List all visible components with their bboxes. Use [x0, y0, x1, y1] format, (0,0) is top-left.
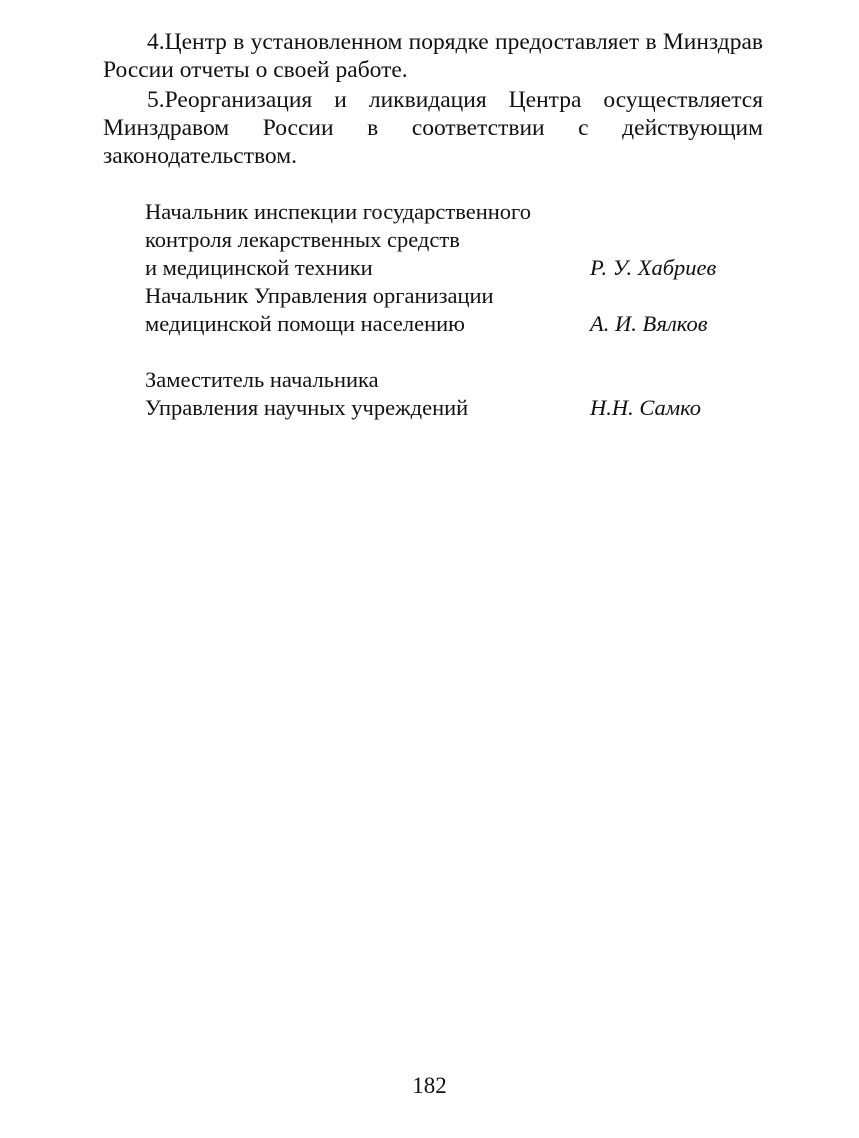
signature-name: А. И. Вялков: [590, 311, 708, 336]
signature-title-line: контроля лекарственных средств: [145, 227, 460, 252]
signature-title-line: Заместитель начальника: [145, 367, 379, 392]
paragraph-reports: 4.Центр в установленном порядке предоставляет в Минздрав России отчеты о своей работе.: [103, 29, 763, 83]
signature-title-line: Начальник инспекции государственного: [145, 199, 531, 224]
signature-title-line: Начальник Управления организации: [145, 283, 494, 308]
page-number: 182: [412, 1073, 447, 1098]
signature-title-line: медицинской помощи населению: [145, 311, 465, 336]
signature-title-line: и медицинской техники: [145, 255, 373, 280]
paragraph-reorganization: 5.Реорганизация и ликвидация Центра осуществляется Минздравом России в соответствии с действующим законодательством.: [103, 87, 763, 169]
signature-name: Н.Н. Самко: [590, 395, 702, 420]
signature-title-line: Управления научных учреждений: [145, 395, 469, 420]
signature-name: Р. У. Хабриев: [590, 255, 717, 280]
